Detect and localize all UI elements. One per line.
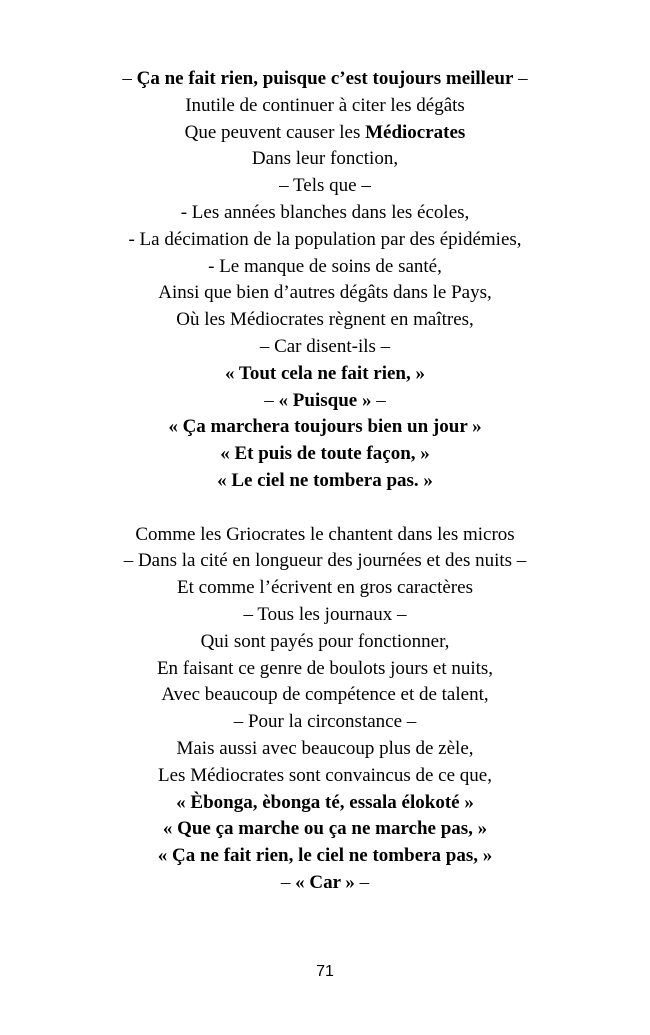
poem-line: Dans leur fonction, [251,148,399,170]
stanza-1 [0,66,650,495]
poem-line: Les Médiocrates sont convaincus de ce que, [158,764,492,786]
dash: – [264,389,279,411]
poem-line [0,66,650,93]
poem-line: Inutile de continuer à citer les dégâts [185,94,465,116]
dash: – [371,389,386,411]
poem-line: – Car disent-ils – [259,335,391,357]
poem-line: – Dans la cité en longueur des journées et des nuits – [123,550,527,572]
poem-line: Avec beaucoup de compétence et de talent, [161,684,489,706]
poem-line [0,388,650,415]
poem-line: En faisant ce genre de boulots jours et nuits, [156,657,494,679]
poem-line-bold: « Et puis de toute façon, » [220,443,430,465]
bold-phrase: « Puisque » [278,389,372,411]
poem-line: Qui sont payés pour fonctionner, [200,630,450,652]
poem-line: Et comme l’écrivent en gros caractères [177,577,473,599]
line-text: Que peuvent causer les [184,121,366,143]
poem-line: Comme les Griocrates le chantent dans les micros [135,523,515,545]
poem-line-bold: « Ça ne fait rien, le ciel ne tombera pas, » [157,845,493,867]
bold-phrase: Ça ne fait rien, puisque c’est toujours meilleur [136,68,514,89]
poem-line [0,120,650,147]
stanza-2 [0,522,650,897]
poem-line-bold: « Èbonga, èbonga té, essala élokoté » [176,791,474,813]
poem-line-bold: « Que ça marche ou ça ne marche pas, » [162,818,488,840]
poem-line: – Tous les journaux – [243,603,407,625]
page-number: 71 [316,963,334,980]
poem-line: – Tels que – [279,175,371,197]
poem-line [0,870,650,897]
poem-line: Mais aussi avec beaucoup plus de zèle, [176,737,474,759]
dash: – [122,68,137,89]
poem-line: Ainsi que bien d’autres dégâts dans le Pays, [158,282,492,304]
poem-line-bold: « Le ciel ne tombera pas. » [217,469,433,491]
dash: – [280,871,296,893]
poem-line: – Pour la circonstance – [233,711,417,733]
poem-line: - La décimation de la population par des épidémies, [128,228,522,250]
poem-line: - Le manque de soins de santé, [208,255,442,277]
poem-line-bold: « Ça marchera toujours bien un jour » [168,416,482,438]
dash: – [513,68,528,89]
bold-phrase: « Car » [295,871,355,893]
page-body [0,66,650,897]
poem-line: - Les années blanches dans les écoles, [180,201,470,223]
poem-line: Où les Médiocrates règnent en maîtres, [176,309,474,331]
bold-word: Médiocrates [365,121,466,143]
poem-line-bold: « Tout cela ne fait rien, » [224,362,426,384]
dash: – [354,871,370,893]
